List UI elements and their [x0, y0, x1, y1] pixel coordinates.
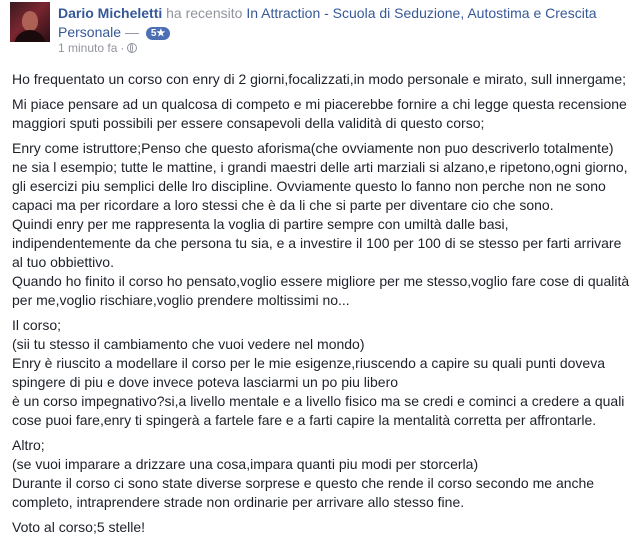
reviewed-page-link[interactable]: In Attraction - Scuola di Seduzione, Autostima e Crescita Personale — [58, 5, 597, 40]
review-paragraph: Enry come istruttore;Penso che questo aforisma(che ovviamente non puo descriverlo totalmente) ne sia l esempio; tutte le mattine, i grandi maestri delle arti marziali si alzano,e ripetono,ogni giorno, gli esercizi piu semplici delle lro discipline. Ovviamente questo lo fanno non perche non ne sono capaci ma per ricordare a loro stessi che è da li che si parte per diventare cio che sono. Quindi enry per me rappresenta la voglia di partire sempre con umiltà dalle basi, indipendentemente da che persona tu sia, e a investire il 100 per 100 di se stesso per farti arrivare al tuo obbiettivo. Quando ho finito il corso ho pensato,voglio essere migliore per me stesso,voglio fare cose di qualità per me,voglio rischiare,voglio prendere moltissimi no... — [12, 140, 630, 308]
review-body — [12, 70, 630, 543]
review-paragraph: Voto al corso;5 stelle! — [12, 519, 146, 535]
author-name[interactable]: Dario Micheletti — [58, 5, 163, 21]
review-paragraph: Altro; (se vuoi imparare a drizzare una cosa,impara quanti piu modi per storcerla) Durante il corso ci sono state diverse sorprese e questo che rende il corso secondo me anche completo, intraprendere strade non ordinarie per arrivare allo stesso fine. — [12, 437, 595, 510]
meta-separator: · — [120, 41, 125, 55]
review-verb: ha recensito — [166, 5, 243, 21]
avatar-shoulders — [14, 30, 46, 42]
avatar[interactable] — [10, 2, 50, 42]
review-paragraph: Il corso; (sii tu stesso il cambiamento che vuoi vedere nel mondo) Enry è riuscito a modellare il corso per le mie esigenze,riuscendo a capire su quali punti doveva spingere di piu e dove invece poteva lasciarmi un po piu libero è un corso impegnativo?si,a livello mentale e a livello fisico ma se credi e cominci a credere a quali cose puoi fare,enry ti spingerà a fartele fare e a farti capire la mentalità corretta per affrontarle. — [12, 317, 625, 428]
post-header — [0, 0, 640, 60]
rating-badge: 5★ — [146, 27, 171, 40]
dash-separator: — — [124, 24, 139, 40]
review-paragraph: Mi piace pensare ad un qualcosa di competo e mi piacerebbe fornire a chi legge questa recensione maggiori sputi possibili per essere consapevoli della validità di questo corso; — [12, 96, 627, 131]
globe-icon[interactable] — [127, 43, 137, 53]
review-paragraph: Ho frequentato un corso con enry di 2 giorni,focalizzati,in modo personale e mirato, sull innergame; — [12, 71, 626, 87]
post-headline — [58, 4, 618, 42]
avatar-face — [22, 11, 38, 31]
timestamp-link[interactable]: 1 minuto fa — [58, 41, 118, 55]
post-meta — [58, 41, 137, 56]
